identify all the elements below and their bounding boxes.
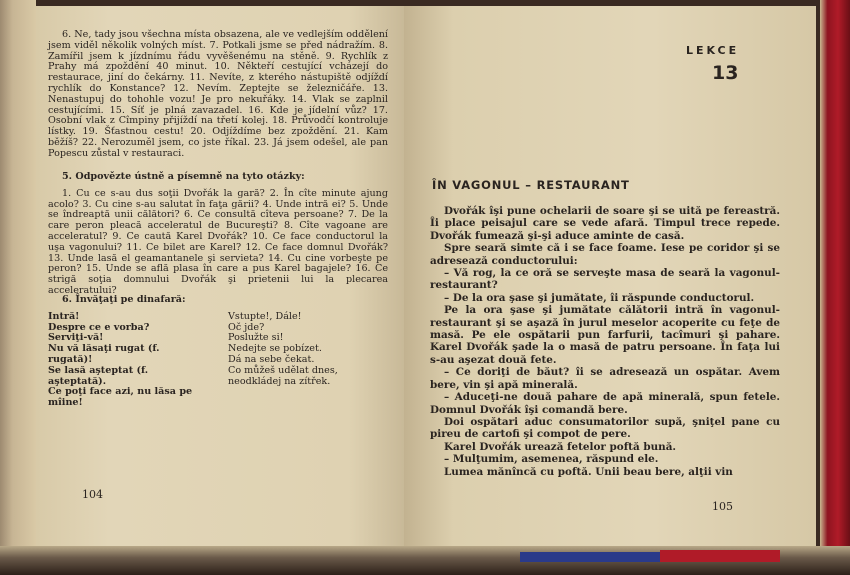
- book-cover-edge-right: [820, 0, 850, 575]
- exercise-6-heading: 6. Învăţaţi pe dinafară:: [62, 294, 186, 305]
- book-edge-left: [0, 0, 36, 575]
- phrase-ro: Despre ce e vorba?: [48, 321, 150, 333]
- book-bottom-edge: [0, 546, 850, 575]
- phrases-romanian: [48, 312, 198, 409]
- phrase-cz: Nedejte se pobízet.: [228, 343, 322, 355]
- cover-stripe-red: [660, 550, 780, 562]
- exercise-5-heading: 5. Odpovězte ústně a písemně na tyto otázky:: [62, 171, 305, 182]
- phrase-cz: Co můžeš udělat dnes, neodkládej na zítřek.: [228, 364, 338, 387]
- phrase-cz: Vstupte!, Dále!: [228, 310, 302, 322]
- phrase-ro: Intră!: [48, 310, 80, 322]
- paragraph: Spre seară simte că i se face foame. Iese pe coridor şi se adresează conductorului:: [430, 242, 780, 267]
- left-paragraph-top: [48, 30, 388, 160]
- chapter-text: [430, 205, 780, 478]
- chapter-title: ÎN VAGONUL – RESTAURANT: [432, 178, 630, 192]
- phrase-ro: Se lasă aşteptat (f. aşteptată).: [48, 364, 149, 387]
- phrase-cz: Dá na sebe čekat.: [228, 353, 315, 365]
- lesson-number: 13: [712, 62, 739, 84]
- phrases-czech: [228, 312, 388, 409]
- paragraph: Doi ospătari aduc consumatorilor supă, şniţel pane cu pireu de cartofi şi compot de pere.: [430, 415, 780, 441]
- paragraph: – Ce doriţi de băut? îi se adresează un ospătar. Avem bere, vin şi apă minerală.: [430, 366, 780, 391]
- paragraph: Pe la ora şase şi jumătate călătorii intră în vagonul-restaurant şi se aşază în jurul meselor acoperite cu feţe de masă. Pe ele ospătarii pun farfurii, tacîmuri şi pahare. Karel Dvořák şade la o masă de patru persoane. În faţa lui s-au aşezat două fete.: [430, 304, 780, 366]
- phrase-cz: Oč jde?: [228, 321, 265, 333]
- exercise-4-sentences: 6. Ne, tady jsou všechna místa obsazena, ale ve vedlejším oddělení jsem viděl několik volných míst. 7. Potkali jsme se před nádražím. 8. Zamířil jsem k jízdnímu řádu vyvěšenému na stěně. 9. Rychlík z Prahy má zpoždění 40 minut. 10. Někteří cestující vcházejí do restaurace, jiní do čekárny. 11. Nevíte, z kterého nástupiště odjíždí rychlík do Konstance? 12. Nevím. Zeptejte se železničáře. 13. Nenastupuj do tohohle vozu! Je pro nekuřáky. 14. Vlak se zaplnil cestujícími. 15. Síť je plná zavazadel. 16. Kde je jídelní vůz? 17. Osobní vlak z Cîmpiny přijíždí na třetí kolej. 18. Průvodčí kontroluje lístky. 19. Šťastnou cestu! 20. Odjíždíme bez zpoždění. 21. Kam běžíš? 22. Nerozuměl jsem, co jste říkal. 23. Já jsem odešel, ale pan Popescu zůstal v restauraci.: [48, 29, 388, 159]
- page-number-right: 105: [712, 500, 733, 513]
- phrase-ro: Ce poţi face azi, nu lăsa pe mîine!: [48, 386, 193, 409]
- paragraph: – Mulţumim, asemenea, răspund ele.: [444, 453, 659, 466]
- exercise-6: [48, 295, 388, 409]
- phrase-cz: Poslužte si!: [228, 332, 284, 344]
- phrase-table: [48, 312, 388, 409]
- paragraph: Lumea mănîncă cu poftă. Unii beau bere, alţii vin: [444, 465, 733, 478]
- paragraph: – Vă rog, la ce oră se serveşte masa de seară la vagonul-restaurant?: [430, 267, 780, 292]
- phrase-ro: Nu vă lăsaţi rugat (f. rugată)!: [48, 343, 160, 365]
- exercise-5-questions: 1. Cu ce s-au dus soţii Dvořák la gară? 2. În cîte minute ajung acolo? 3. Cu cine s-au salutat în faţa gării? 4. Unde intră ei? 5. Unde se îndreaptă unii călători? 6. Ce consultă cîteva persoane? 7. De la care peron pleacă acceleratul de Bucureşti? 8. Cîte vagoane are acceleratul? 9. Ce caută Karel Dvořák? 10. Ce face conductorul la uşa vagonului? 11. Ce bilet are Karel? 12. Ce face domnul Dvořák? 13. Unde lasă el geamantanele şi servieta? 14. Cu cine vorbeşte pe peron? 15. Unde se află plasa în care a pus Karel bagajele? 16. Ce strigă soţia domnului Dvořák şi prietenii lui la plecarea acceleratului?: [48, 187, 388, 296]
- phrase-ro: Serviţi-vă!: [48, 332, 104, 344]
- exercise-5: [48, 172, 388, 297]
- paragraph: – De la ora şase şi jumătate, îi răspunde conductorul.: [444, 291, 755, 304]
- paragraph: – Aduceţi-ne două pahare de apă minerală, spun fetele. Domnul Dvořák îşi comandă bere.: [430, 391, 780, 416]
- cover-stripe-blue: [520, 552, 660, 562]
- page-number-left: 104: [82, 488, 103, 501]
- paragraph: Karel Dvořák urează fetelor poftă bună.: [444, 440, 677, 453]
- paragraph: Dvořák îşi pune ochelarii de soare şi se uită pe fereastră. Îi place peisajul care se vede afară. Timpul trece repede. Dvořák fumează şi-şi aduce aminte de casă.: [430, 205, 780, 242]
- lesson-label: LEKCE: [686, 44, 740, 57]
